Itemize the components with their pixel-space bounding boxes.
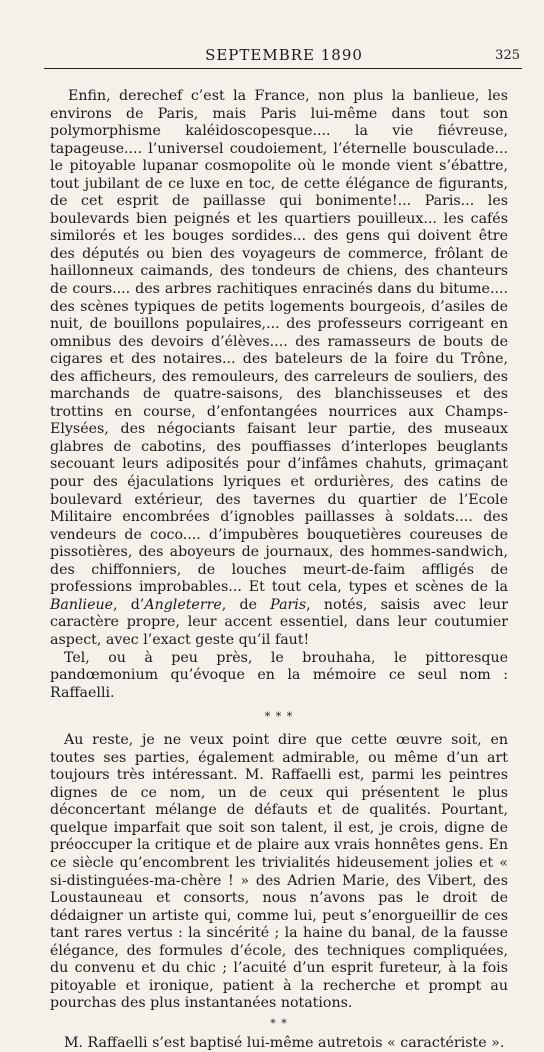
page-number: 325: [495, 48, 520, 63]
paragraph-4: M. Raffaelli s’est baptisé lui-même autretois « caractériste ».: [64, 1034, 505, 1051]
paragraph-2: Tel, ou à peu près, le brouhaha, le pittoresque pandœmonium qu’évoque en la mémoire ce seul nom : Raffaelli.: [50, 649, 508, 701]
page-header: [48, 44, 520, 70]
section-separator-2: * *: [270, 1016, 288, 1030]
header-rule: [44, 68, 522, 69]
paragraph-1: Enfin, derechef c’est la France, non plus la banlieue, les environs de Paris, mais Paris lui-même dans tout son polymorphisme kaléidoscopesque.... la vie fiévreuse, tapageuse.... l’universel coudoiement, l’éternelle bousculade... le pitoyable lupanar cosmopolite où le monde vient s’ébattre, tout jubilant de ce luxe en toc, de cette élégance de figurants, de cet esprit de paillasse qui bonimente!... Paris... les boulevards bien peignés et les quartiers pouilleux... les cafés similorés et les bouges sordides... des gens qui doivent être des députés ou bien des voyageurs de commerce, frôlant de haillonneux caimands, des tondeurs de chiens, des chanteurs de cours.... des arbres rachitiques enracinés dans du bitume.... des scènes typiques de petits logements bourgeois, d’asiles de nuit, de bouillons populaires,... des professeurs corrigeant en omnibus des devoirs d’élèves.... des ramasseurs de bouts de cigares et des notaires... des bateleurs de la foire du Trône, des afficheurs, des remouleurs, des carreleurs de souliers, des marchands de quatre-saisons, des blanchisseuses et des trottins en course, d’enfontangées nourrices aux Champs-Elysées, des négociants faisant leur partie, des museaux glabres de cabotins, des pouffiasses d’interlopes beuglants secouant leurs adiposités pour d’infâmes chahuts, grimaçant pour des éjaculations lyriques et ordurières, des catins de boulevard extérieur, des tavernes du quartier de l’Ecole Militaire encombrées d’ignobles paillasses à soldats.... des vendeurs de coco.... d’impubères bouquetières coureuses de pissotières, des aboyeurs de journaux, des hommes-sandwich, des chiffonniers, de louches meurt-de-faim affligés de professions improbables... Et tout cela, types et scènes de la Banlieue, d’Angleterre, de Paris, notés, saisis avec leur caractère propre, leur accent essentiel, dans leur coutumier aspect, avec l’exact geste qu’il faut!: [50, 88, 508, 648]
running-title: SEPTEMBRE 1890: [205, 46, 363, 64]
body-text: [50, 88, 508, 1052]
section-separator-1: * * *: [264, 710, 294, 724]
paragraph-3: Au reste, je ne veux point dire que cette œuvre soit, en toutes ses parties, également admirable, ou même d’un art toujours très intéressant. M. Raffaelli est, parmi les peintres dignes de ce nom, un de ceux qui présentent le plus déconcertant mélange de défauts et de qualités. Pourtant, quelque imparfait que soit son talent, il est, je crois, digne de préoccuper la critique et de plaire aux vrais honnêtes gens. En ce siècle qu’encombrent les trivialités hideusement jolies et « si-distinguées-ma-chère ! » des Adrien Marie, des Vibert, des Loustauneau et consorts, nous n’avons pas le droit de dédaigner un artiste qui, comme lui, peut s’enorgueillir de ces tant rares vertus : la sincérité ; la haine du banal, de la fausse élégance, des formules d’école, des techniques compliquées, du convenu et du chic ; l’acuité d’un esprit fureteur, à la fois pitoyable et ironique, patient à la recherche et prompt au pourchas des plus instantanées notations.: [50, 732, 508, 1012]
